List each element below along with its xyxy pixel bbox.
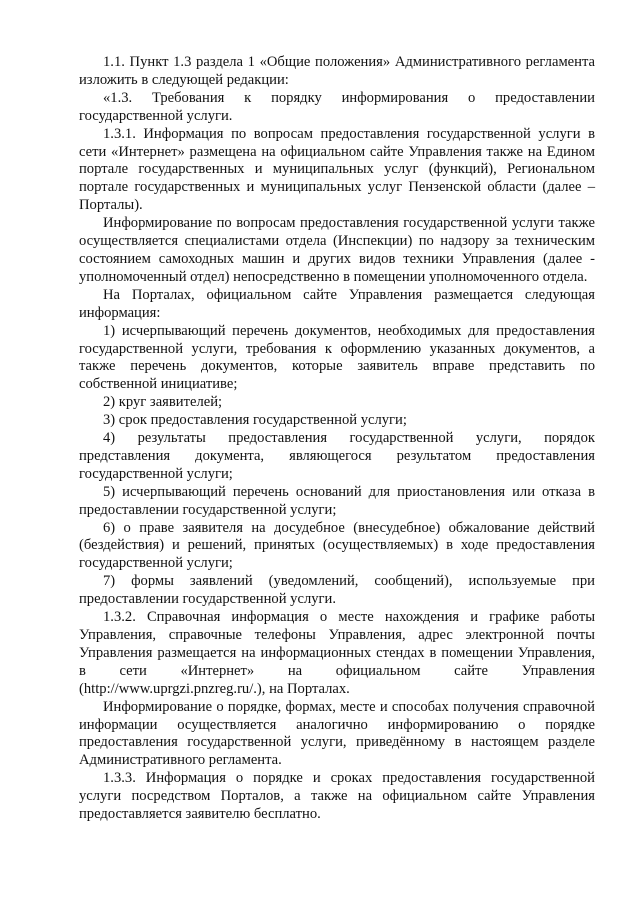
- list-item-6: 6) о праве заявителя на досудебное (внесудебное) обжалование действий (бездействия) и решений, принятых (осуществляемых) в ходе предоставления государственной услуги;: [79, 519, 595, 572]
- paragraph-1-3-3: 1.3.3. Информация о порядке и сроках предоставления государственной услуги посредством Порталов, а также на официальном сайте Управления предоставляется заявителю бесплатно.: [79, 770, 595, 823]
- list-item-5: 5) исчерпывающий перечень оснований для приостановления или отказа в предоставлении государственной услуги;: [79, 483, 595, 518]
- list-item-2: 2) круг заявителей;: [103, 394, 223, 411]
- paragraph-portals-info-intro: На Порталах, официальном сайте Управления размещается следующая информация:: [79, 286, 595, 321]
- list-item-7: 7) формы заявлений (уведомлений, сообщений), используемые при предоставлении государственной услуги.: [79, 573, 595, 608]
- list-item-3: 3) срок предоставления государственной услуги;: [103, 412, 407, 429]
- list-item-1: 1) исчерпывающий перечень документов, необходимых для предоставления государственной услуги, требования к оформлению указанных документов, а также перечень документов, которые заявитель вправе представить по собственной инициативе;: [79, 322, 595, 393]
- paragraph-1-3-2: 1.3.2. Справочная информация о месте нахождения и графике работы Управления, справочные телефоны Управления, адрес электронной почты Управления размещается на информационных стендах в помещении Управления, в сети «Интернет» на официальном сайте Управления (http://www.uprgzi.pnzreg.ru/.), на Порталах.: [79, 609, 595, 697]
- paragraph-reference-info: Информирование о порядке, формах, месте и способах получения справочной информации осуществляется аналогично информированию о порядке предоставления государственной услуги, приведённому в настоящем разделе Административного регламента.: [79, 698, 595, 769]
- list-item-4: 4) результаты предоставления государственной услуги, порядок представления документа, являющегося результатом предоставления государственной услуги;: [79, 430, 595, 482]
- paragraph-1-1: 1.1. Пункт 1.3 раздела 1 «Общие положения» Административного регламента изложить в следующей редакции:: [79, 54, 595, 88]
- paragraph-1-3-1: 1.3.1. Информация по вопросам предоставления государственной услуги в сети «Интернет» размещена на официальном сайте Управления также на Едином портале государственных и муниципальных услуг (функций), Региональном портале государственных и муниципальных услуг Пензенской области (далее – Порталы).: [79, 125, 595, 214]
- document-page: [79, 54, 595, 824]
- paragraph-informing-specialists: Информирование по вопросам предоставления государственной услуги также осуществляется специалистами отдела (Инспекции) по надзору за техническим состоянием самоходных машин и других видов техники Управления (далее - уполномоченный отдел) непосредственно в помещении уполномоченного отдела.: [79, 215, 595, 285]
- paragraph-1-3-heading: «1.3. Требования к порядку информирования о предоставлении государственной услуги.: [79, 89, 595, 124]
